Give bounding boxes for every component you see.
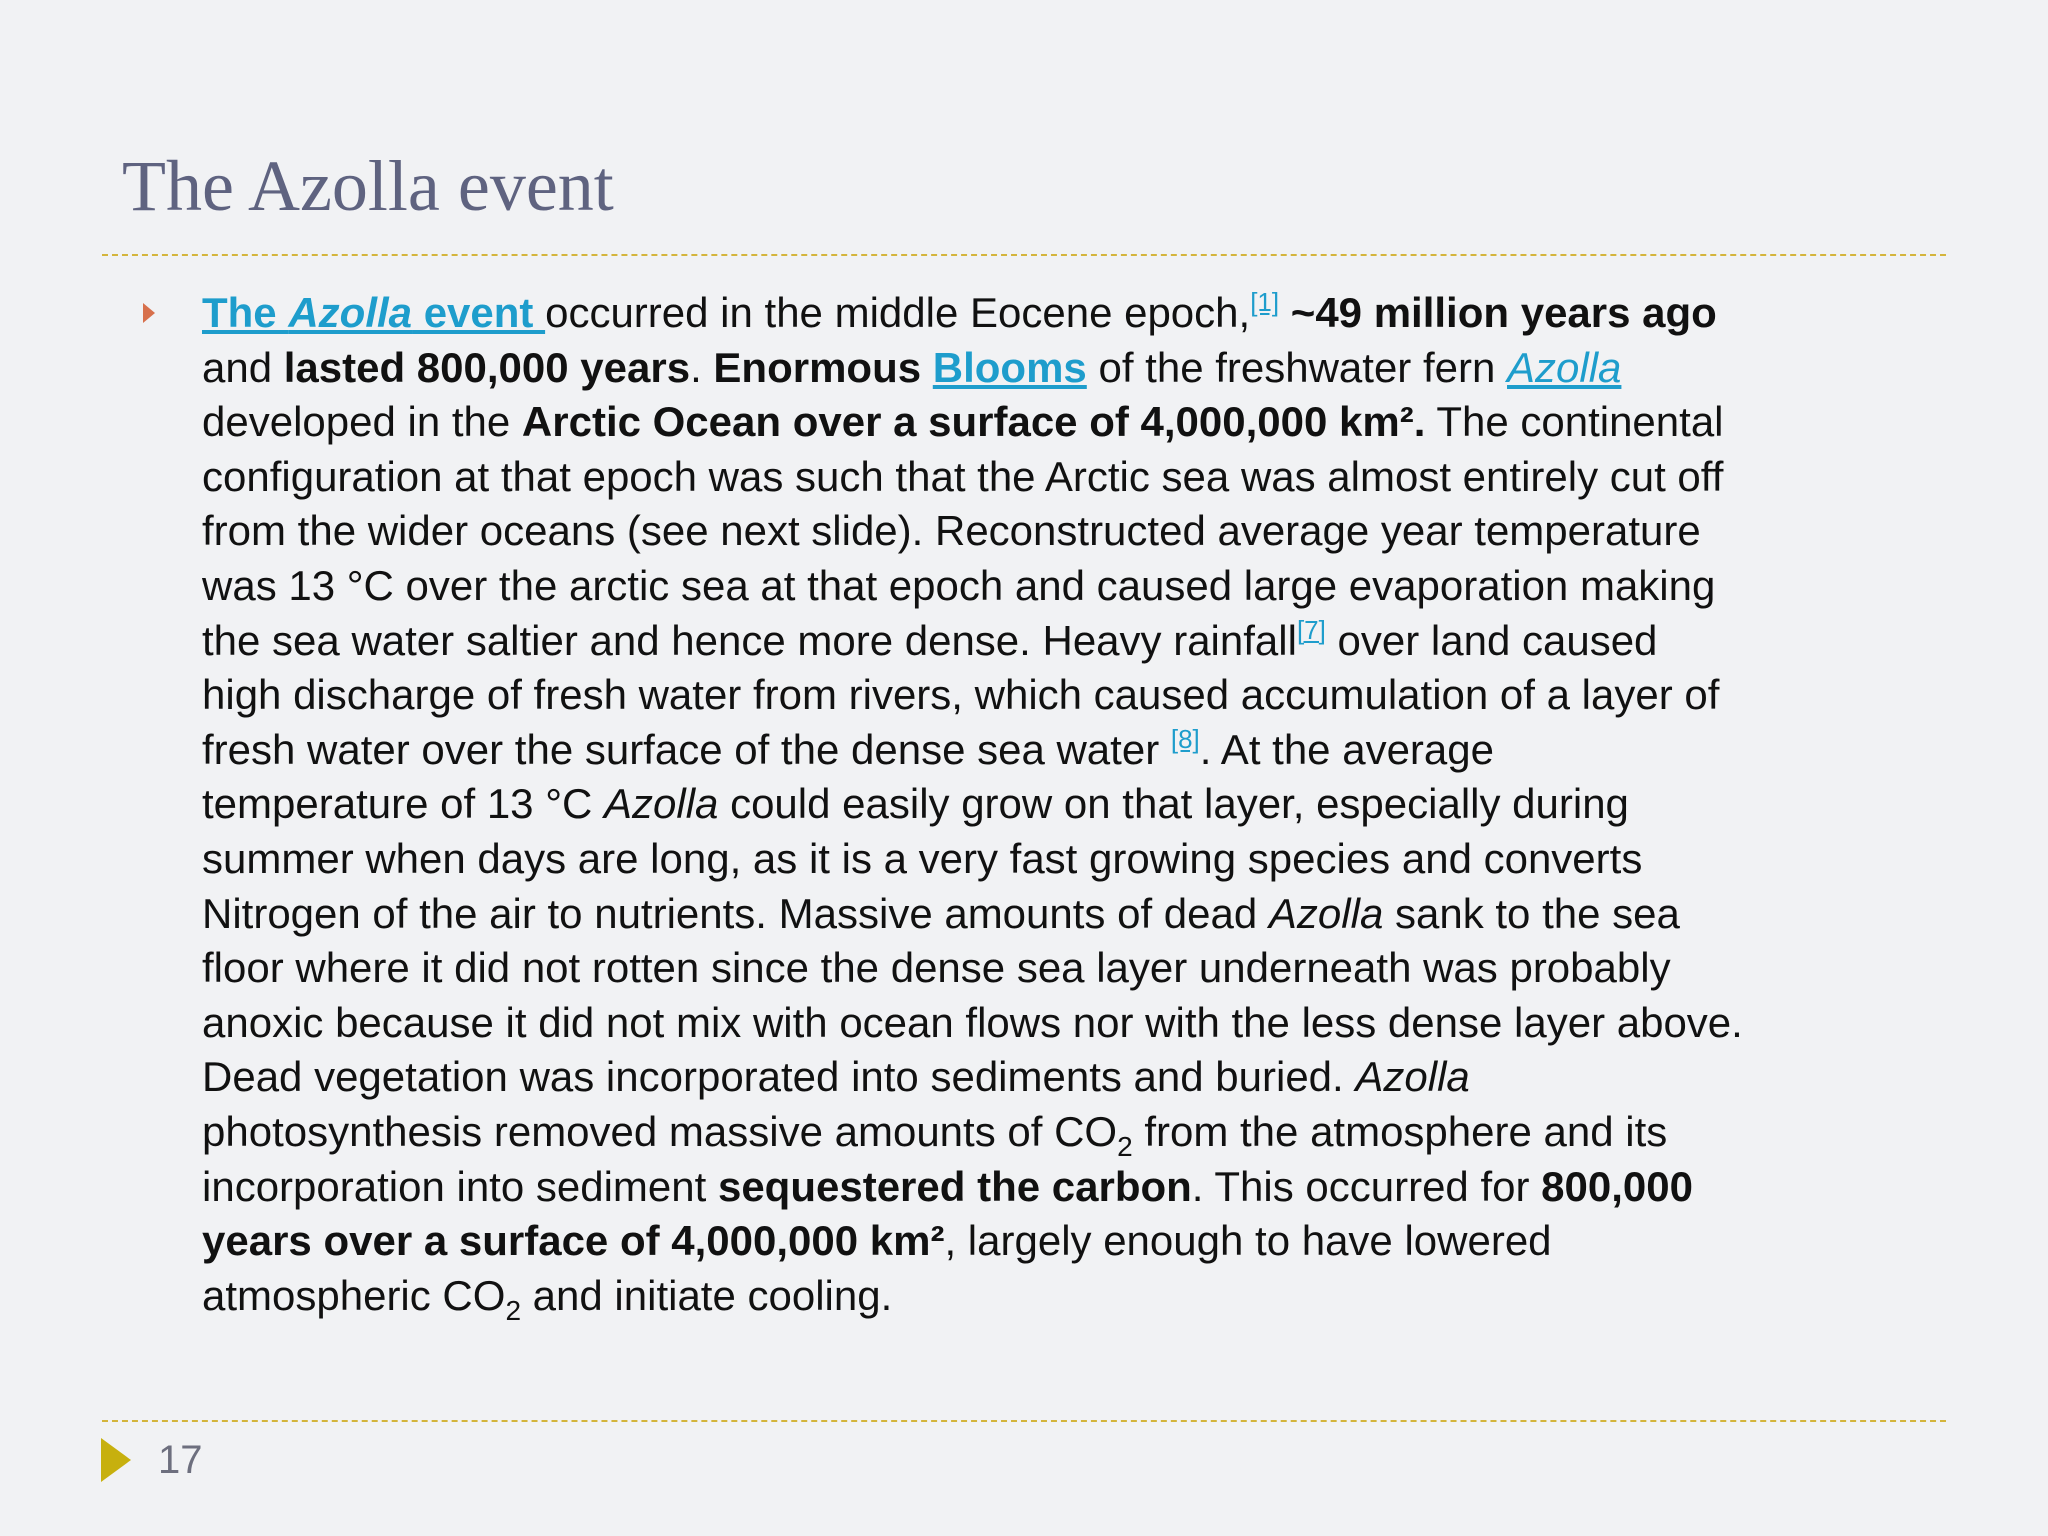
link-text-italic: Azolla bbox=[1507, 343, 1622, 391]
slide-title: The Azolla event bbox=[122, 146, 614, 226]
line-9 bbox=[202, 723, 1882, 778]
line-18 bbox=[202, 1214, 1882, 1269]
azolla-event-link[interactable] bbox=[202, 289, 545, 336]
italic-text: Azolla bbox=[604, 780, 719, 828]
subscript: 2 bbox=[1117, 1130, 1133, 1162]
bold-text: Enormous bbox=[713, 343, 933, 391]
text: incorporation into sediment bbox=[202, 1162, 718, 1210]
slide-number: 17 bbox=[158, 1438, 203, 1482]
footer-divider bbox=[102, 1420, 1946, 1422]
line-3 bbox=[202, 395, 1882, 450]
bold-text: sequestered the carbon bbox=[717, 1162, 1192, 1210]
italic-text: Azolla bbox=[1268, 889, 1384, 937]
line-15 bbox=[202, 1050, 1882, 1105]
reference-link-8[interactable]: [8] bbox=[1170, 723, 1200, 754]
line-5: from the wider oceans (see next slide). Reconstructed average year temperature bbox=[202, 507, 1701, 555]
line-1 bbox=[202, 286, 1882, 341]
subscript: 2 bbox=[505, 1294, 522, 1326]
text: . This occurred for bbox=[1191, 1162, 1542, 1210]
reference-link-7[interactable]: [7] bbox=[1296, 614, 1326, 645]
text: and initiate cooling. bbox=[521, 1271, 893, 1319]
line-8: high discharge of fresh water from rivers, which caused accumulation of a layer of bbox=[202, 671, 1720, 719]
text: and bbox=[202, 343, 284, 391]
bold-text: ~49 million years ago bbox=[1279, 289, 1717, 336]
line-2 bbox=[202, 341, 1882, 396]
text: photosynthesis removed massive amounts of CO bbox=[202, 1107, 1118, 1155]
bold-text: years over a surface of 4,000,000 km² bbox=[202, 1217, 945, 1265]
text: of the freshwater fern bbox=[1086, 343, 1508, 391]
link-text: The bbox=[202, 289, 289, 336]
text: The continental bbox=[1425, 398, 1724, 446]
italic-text: Azolla bbox=[1355, 1053, 1470, 1101]
line-11: summer when days are long, as it is a very fast growing species and converts bbox=[202, 834, 1643, 882]
text: sank to the sea bbox=[1383, 889, 1680, 937]
azolla-link[interactable] bbox=[1507, 344, 1621, 391]
body-paragraph bbox=[202, 286, 1882, 1326]
link-text: event bbox=[412, 289, 546, 336]
bold-text: lasted 800,000 years bbox=[283, 343, 691, 391]
footer-arrow-icon bbox=[101, 1438, 131, 1482]
text: fresh water over the surface of the dense sea water bbox=[202, 725, 1171, 773]
line-6: was 13 °C over the arctic sea at that epoch and caused large evaporation making bbox=[202, 561, 1716, 609]
text: developed in the bbox=[202, 398, 522, 446]
text: from the atmosphere and its bbox=[1132, 1107, 1668, 1155]
bullet-arrow-icon bbox=[143, 303, 155, 323]
text: . At the average bbox=[1199, 725, 1494, 773]
reference-link-1[interactable]: [1] bbox=[1250, 287, 1280, 317]
text: temperature of 13 °C bbox=[202, 780, 604, 828]
line-16 bbox=[202, 1105, 1882, 1160]
line-17 bbox=[202, 1160, 1882, 1215]
text: Nitrogen of the air to nutrients. Massive amounts of dead bbox=[202, 889, 1269, 937]
line-19 bbox=[202, 1269, 1882, 1324]
title-divider bbox=[102, 254, 1946, 256]
text: the sea water saltier and hence more dense. Heavy rainfall bbox=[202, 616, 1297, 664]
line-14: anoxic because it did not mix with ocean flows nor with the less dense layer above. bbox=[202, 998, 1743, 1046]
bold-text: Arctic Ocean over a surface of 4,000,000 km². bbox=[521, 398, 1426, 446]
blooms-link[interactable]: Blooms bbox=[932, 343, 1087, 391]
text: could easily grow on that layer, especially during bbox=[718, 780, 1629, 828]
text: , largely enough to have lowered bbox=[944, 1217, 1552, 1265]
line-10 bbox=[202, 777, 1882, 832]
text: atmospheric CO bbox=[202, 1271, 506, 1319]
text: . bbox=[690, 343, 714, 391]
line-12 bbox=[202, 887, 1882, 942]
text: occurred in the middle Eocene epoch, bbox=[545, 289, 1251, 336]
text: Dead vegetation was incorporated into sediments and buried. bbox=[202, 1053, 1356, 1101]
line-7 bbox=[202, 614, 1882, 669]
line-13: floor where it did not rotten since the dense sea layer underneath was probably bbox=[202, 944, 1671, 992]
link-text-italic: Azolla bbox=[288, 289, 413, 336]
bold-text: 800,000 bbox=[1541, 1162, 1693, 1210]
text: over land caused bbox=[1325, 616, 1658, 664]
line-4: configuration at that epoch was such that the Arctic sea was almost entirely cut off bbox=[202, 452, 1724, 500]
